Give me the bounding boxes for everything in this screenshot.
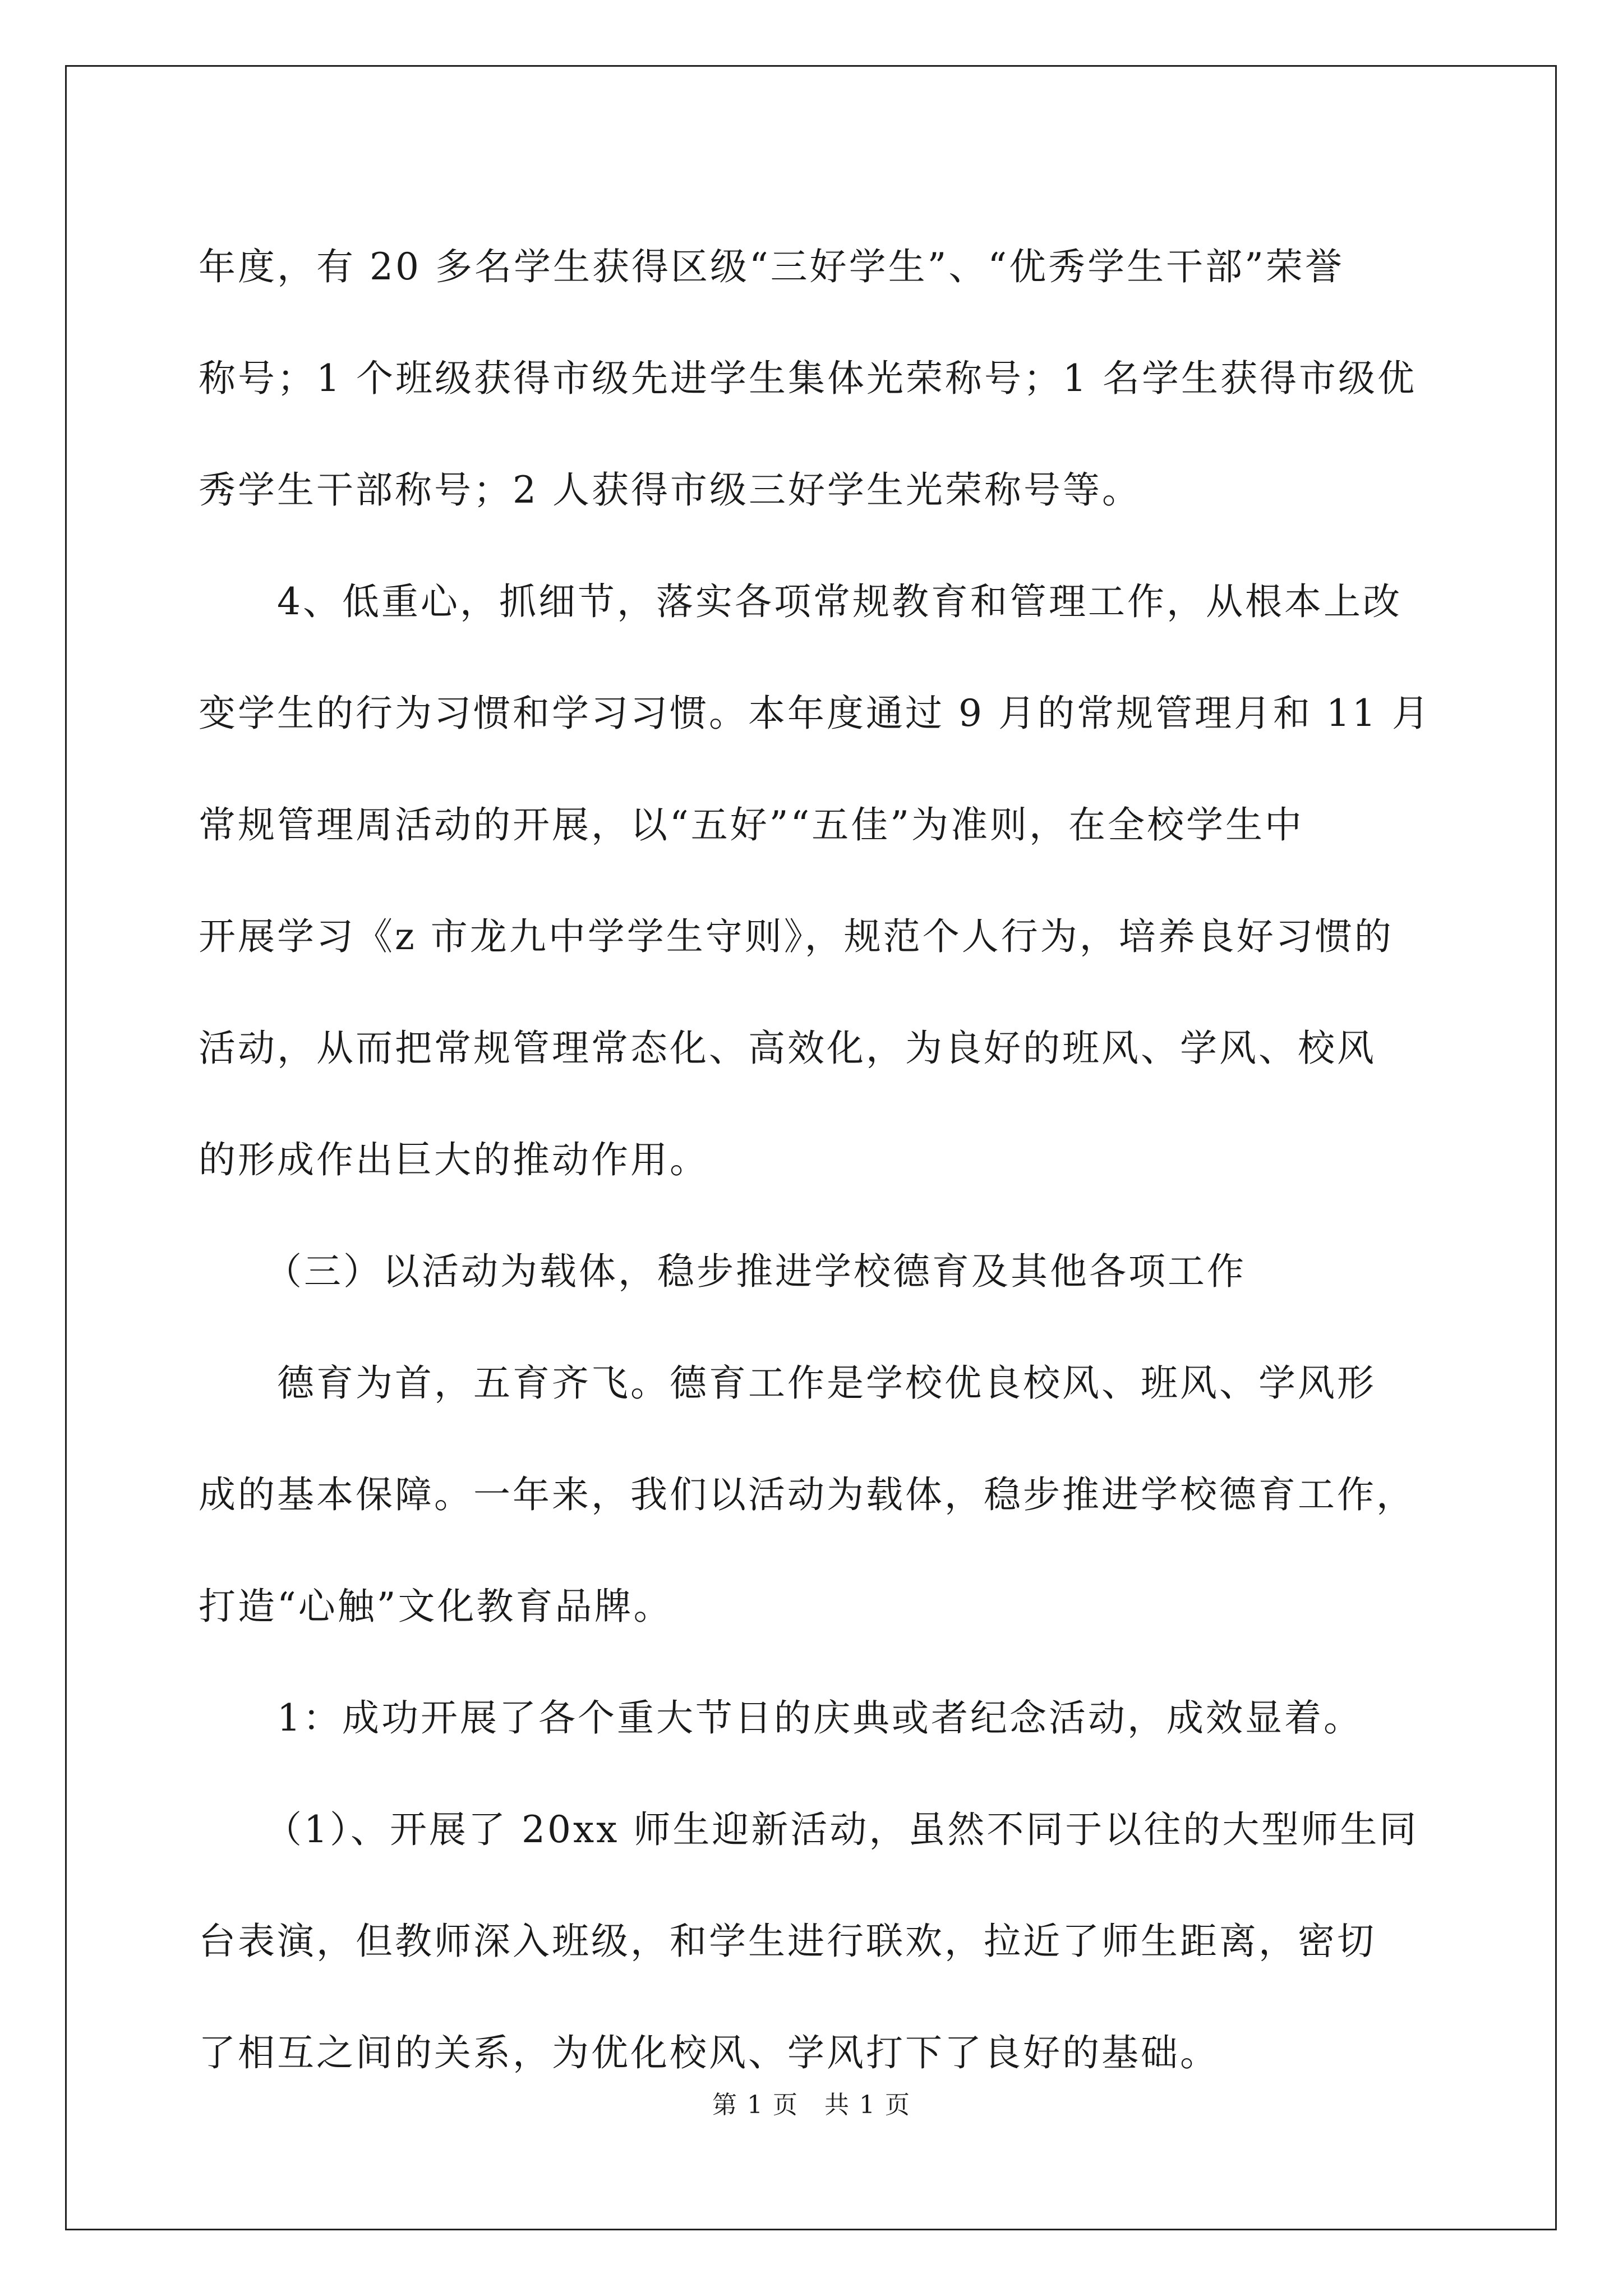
text-line: 秀学生干部称号；2 人获得市级三好学生光荣称号等。 [199, 468, 1141, 512]
text-line: 年度，有 20 多名学生获得区级“三好学生”、“优秀学生干部”荣誉 [199, 245, 1344, 288]
text-line: 了相互之间的关系，为优化校风、学风打下了良好的基础。 [199, 2031, 1219, 2074]
text-line: 变学生的行为习惯和学习习惯。本年度通过 9 月的常规管理月和 11 月 [199, 692, 1431, 735]
text-line: 活动，从而把常规管理常态化、高效化，为良好的班风、学风、校风 [199, 1027, 1376, 1070]
text-line: 开展学习《z 市龙九中学学生守则》，规范个人行为，培养良好习惯的 [199, 915, 1394, 958]
text-line: 德育为首，五育齐飞。德育工作是学校优良校风、班风、学风形 [277, 1361, 1376, 1405]
text-line: 台表演，但教师深入班级，和学生进行联欢，拉近了师生距离，密切 [199, 1920, 1376, 1963]
text-line: 常规管理周活动的开展，以“五好”“五佳”为准则，在全校学生中 [199, 803, 1304, 846]
text-line: 1：成功开展了各个重大节日的庆典或者纪念活动，成效显着。 [277, 1696, 1363, 1740]
text-line: 打造“心触”文化教育品牌。 [199, 1585, 673, 1628]
text-line: 称号；1 个班级获得市级先进学生集体光荣称号；1 名学生获得市级优 [199, 357, 1417, 400]
text-line: 的形成作出巨大的推动作用。 [199, 1138, 709, 1181]
text-line: 4、低重心，抓细节，落实各项常规教育和管理工作，从根本上改 [277, 580, 1402, 623]
page-number-footer: 第 1 页 共 1 页 [712, 2091, 911, 2119]
text-line: （1）、开展了 20xx 师生迎新活动，虽然不同于以往的大型师生同 [265, 1808, 1419, 1851]
text-line: 成的基本保障。一年来，我们以活动为载体，稳步推进学校德育工作， [199, 1473, 1415, 1516]
section-heading: （三）以活动为载体，稳步推进学校德育及其他各项工作 [265, 1250, 1246, 1293]
